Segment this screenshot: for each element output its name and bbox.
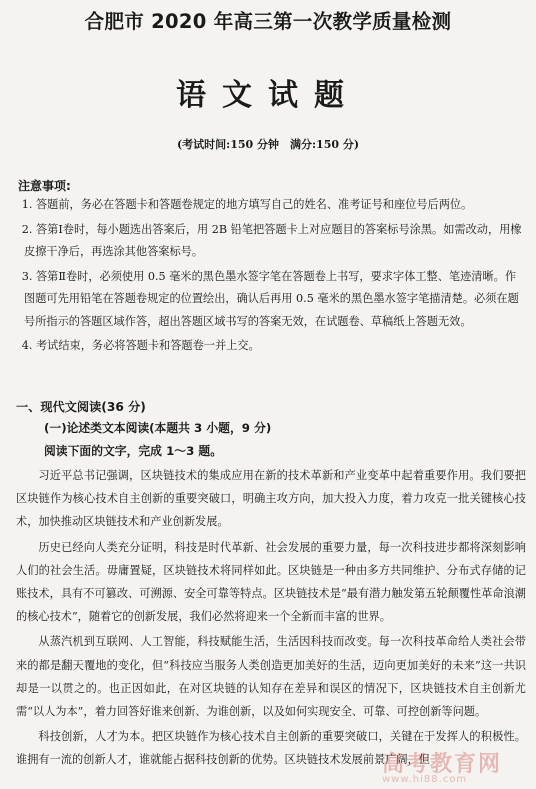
subject-title: 语文试题	[176, 78, 360, 113]
note-item: 2. 答第Ⅰ卷时，每小题选出答案后，用 2B 铅笔把答题卡上对应题目的答案标号涂黑。如需改动，用橡皮擦干净后，再选涂其他答案标号。	[21, 222, 522, 258]
notes-list	[21, 194, 524, 358]
note-item: 1. 答题前，务必在答题卡和答题卷规定的地方填写自己的姓名、准考证号和座位号后两位。	[21, 198, 473, 211]
exam-info: (考试时间:150 分钟 满分:150 分)	[176, 138, 360, 151]
watermark-url: www.hi88.com	[382, 774, 468, 785]
watermark-text: 高考教育网	[382, 752, 503, 777]
note-item: 4. 考试结束，务必将答题卡和答题卷一并上交。	[21, 339, 260, 352]
note-item: 3. 答第Ⅱ卷时，必须使用 0.5 毫米的黑色墨水签字笔在答题卷上书写，要求字体工整、笔迹清晰。作图题可先用铅笔在答题卷规定的位置绘出，确认后再用 0.5 毫米的黑色墨水签字笔描清楚。必须在题号所指示的答题区域作答，超出答题区域书写的答案无效，在试题卷、草稿纸上答题无效。	[21, 269, 519, 328]
site-watermark	[382, 747, 532, 783]
reading-passage	[16, 464, 526, 772]
passage-paragraph: 历史已经向人类充分证明，科技是时代革新、社会发展的重要力量，每一次科技进步都将深刻影响人们的社会生活。毋庸置疑，区块链技术将同样如此。区块链是一种由多方共同维护、分布式存储的记账技术，具有不可篡改、可溯源、安全可靠等特点。区块链技术是“最有潜力触发第五轮颠覆性革命浪潮的核心技术”，随着它的创新发展，我们必然将迎来一个全新而丰富的世界。	[16, 540, 526, 624]
exam-header-title: 合肥市 2020 年高三第一次教学质量检测	[84, 10, 452, 33]
notes-heading: 注意事项:	[18, 179, 71, 193]
section-heading: 一、现代文阅读(36 分)	[16, 400, 146, 414]
passage-paragraph: 习近平总书记强调，区块链技术的集成应用在新的技术革新和产业变革中起着重要作用。我们要把区块链作为核心技术自主创新的重要突破口，明确主攻方向，加大投入力度，着力攻克一批关键核心技术，加快推动区块链技术和产业创新发展。	[16, 469, 526, 529]
subsection-heading: (一)论述类文本阅读(本题共 3 小题，9 分)	[44, 421, 272, 435]
passage-paragraph: 科技创新，人才为本。把区块链作为核心技术自主创新的重要突破口，关键在于发挥人的积极性。谁拥有一流的创新人才，谁就能占据科技创新的优势。区块链技术发展前景广阔，但	[16, 730, 526, 767]
reading-instruction: 阅读下面的文字，完成 1～3 题。	[44, 444, 222, 458]
passage-paragraph: 从蒸汽机到互联网、人工智能，科技赋能生活，生活因科技而改变。每一次科技革命给人类社会带来的都是翻天覆地的变化，但“科技应当服务人类创造更加美好的生活，迈向更加美好的未来”这一共识却是一以贯之的。也正因如此，在对区块链的认知存在差异和误区的情况下，区块链技术自主创新尤需“以人为本”，着力回答好谁来创新、为谁创新，以及如何实现安全、可靠、可控创新等问题。	[16, 635, 526, 719]
